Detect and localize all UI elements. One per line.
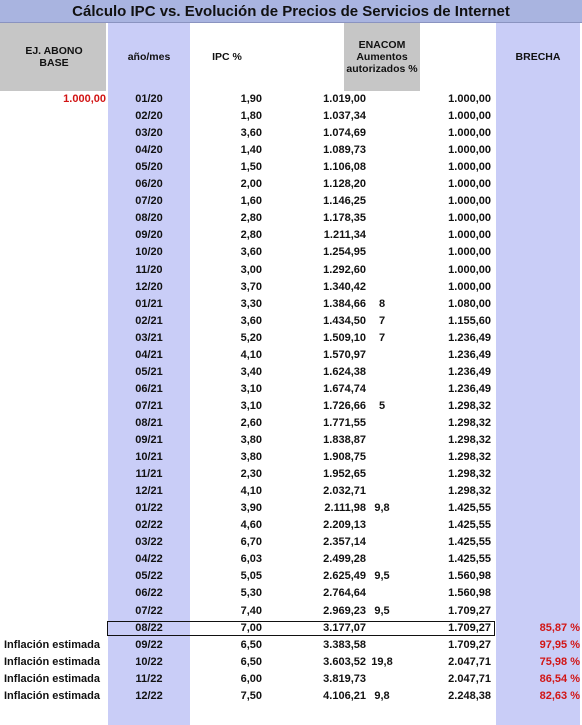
row-ipc: 4,10 — [240, 485, 262, 498]
row-authorized-value: 1.155,60 — [448, 314, 491, 327]
row-period: 03/20 — [135, 127, 163, 140]
row-label — [4, 313, 108, 330]
row-authorized-value: 1.425,55 — [448, 536, 491, 549]
row-ipc: 2,60 — [240, 416, 262, 429]
row-ipc-value: 4.106,21 — [323, 689, 366, 702]
row-enacom: 19,8 — [371, 655, 393, 668]
row-ipc-value: 2.209,13 — [323, 519, 366, 532]
row-ipc: 3,40 — [240, 365, 262, 378]
row-ipc: 3,90 — [240, 502, 262, 515]
table-row — [0, 279, 582, 296]
row-enacom — [344, 159, 420, 176]
row-brecha — [496, 193, 580, 210]
row-ipc: 2,80 — [240, 212, 262, 225]
row-period: 10/21 — [135, 451, 163, 464]
row-ipc-value: 2.969,23 — [323, 604, 366, 617]
row-brecha — [496, 585, 580, 602]
row-brecha — [496, 449, 580, 466]
row-ipc: 3,80 — [240, 434, 262, 446]
row-enacom — [344, 125, 420, 142]
row-label — [4, 585, 108, 602]
row-label — [4, 227, 108, 244]
row-brecha — [496, 347, 580, 364]
row-brecha — [496, 500, 580, 517]
row-brecha — [496, 210, 580, 227]
row-label — [4, 176, 108, 193]
row-period: 04/20 — [135, 144, 163, 157]
row-ipc: 3,30 — [240, 297, 262, 310]
row-period: 07/21 — [135, 399, 163, 412]
row-brecha — [496, 142, 580, 159]
table-row — [0, 415, 582, 432]
row-label — [4, 449, 108, 466]
row-ipc: 6,70 — [240, 536, 262, 549]
row-ipc: 2,30 — [240, 468, 262, 481]
row-label — [4, 193, 108, 210]
row-enacom — [344, 551, 420, 568]
row-brecha — [496, 244, 580, 261]
row-enacom — [344, 108, 420, 125]
table-row — [0, 330, 582, 347]
row-authorized-value: 1.000,00 — [448, 144, 491, 157]
row-brecha: 82,63 % — [539, 689, 580, 702]
row-label — [4, 262, 108, 279]
row-authorized-value: 2.047,71 — [448, 672, 491, 685]
row-period: 08/22 — [135, 621, 163, 634]
row-authorized-value: 1.560,98 — [448, 570, 491, 583]
row-period: 04/21 — [135, 348, 163, 361]
row-ipc-value: 3.819,73 — [323, 672, 366, 685]
row-brecha — [496, 534, 580, 551]
row-brecha — [496, 364, 580, 381]
row-ipc-value: 2.764,64 — [323, 587, 366, 600]
row-brecha: 75,98 % — [539, 655, 580, 668]
row-ipc-value: 1.106,08 — [323, 161, 366, 174]
table-row — [0, 603, 582, 620]
table-row — [0, 313, 582, 330]
table-row — [0, 142, 582, 159]
row-label — [4, 568, 108, 585]
row-period: 05/20 — [135, 161, 163, 174]
header-period: año/mes — [127, 51, 171, 63]
row-period: 02/20 — [135, 110, 163, 123]
row-ipc: 3,60 — [240, 314, 262, 327]
row-period: 11/20 — [135, 263, 163, 276]
row-period: 06/22 — [135, 587, 163, 600]
row-enacom — [344, 534, 420, 551]
row-ipc-value: 2.625,49 — [323, 570, 366, 583]
row-brecha — [496, 176, 580, 193]
row-enacom — [344, 381, 420, 398]
row-label — [4, 517, 108, 534]
row-ipc: 3,10 — [240, 399, 262, 412]
row-label — [4, 330, 108, 347]
table-row — [0, 449, 582, 466]
row-authorized-value: 1.000,00 — [448, 161, 491, 174]
row-brecha — [496, 91, 580, 108]
row-label — [4, 466, 108, 483]
row-ipc-value: 2.032,71 — [323, 485, 366, 498]
row-ipc: 6,03 — [240, 553, 262, 566]
row-period: 01/21 — [135, 297, 163, 310]
row-label: Inflación estimada — [4, 689, 100, 702]
table-row — [0, 398, 582, 415]
row-brecha: 86,54 % — [539, 672, 580, 685]
row-brecha — [496, 466, 580, 483]
row-ipc-value: 1.838,87 — [323, 434, 366, 446]
table-row — [0, 534, 582, 551]
row-enacom — [344, 671, 420, 688]
row-ipc-value: 1.726,66 — [323, 399, 366, 412]
table-row — [0, 159, 582, 176]
row-ipc-value: 2.357,14 — [323, 536, 366, 549]
row-brecha — [496, 603, 580, 620]
row-period: 02/22 — [135, 519, 163, 532]
row-authorized-value: 1.000,00 — [448, 127, 491, 140]
row-authorized-value: 2.047,71 — [448, 655, 491, 668]
table-row — [0, 176, 582, 193]
row-period: 01/22 — [135, 502, 163, 515]
row-ipc: 4,60 — [240, 519, 262, 532]
row-label — [4, 398, 108, 415]
row-brecha — [496, 330, 580, 347]
row-label — [4, 534, 108, 551]
row-ipc-value: 1.509,10 — [323, 331, 366, 344]
row-label — [4, 142, 108, 159]
row-brecha — [496, 125, 580, 142]
row-brecha — [496, 398, 580, 415]
table-row — [0, 620, 582, 637]
table-row — [0, 244, 582, 261]
row-ipc: 1,60 — [240, 195, 262, 208]
row-enacom — [344, 193, 420, 210]
row-period: 08/20 — [135, 212, 163, 225]
row-ipc-value: 2.111,98 — [324, 502, 366, 515]
row-ipc-value: 1.771,55 — [323, 416, 366, 429]
row-authorized-value: 1.298,32 — [448, 468, 491, 481]
row-enacom: 9,8 — [374, 502, 390, 515]
table-row — [0, 432, 582, 449]
row-authorized-value: 1.298,32 — [448, 416, 491, 429]
row-enacom: 7 — [378, 331, 386, 344]
table-row — [0, 262, 582, 279]
row-period: 10/20 — [135, 246, 163, 259]
row-period: 12/22 — [135, 689, 163, 702]
table-row — [0, 193, 582, 210]
row-ipc-value: 1.570,97 — [323, 348, 366, 361]
table-row — [0, 125, 582, 142]
row-brecha — [496, 108, 580, 125]
row-period: 12/21 — [135, 485, 163, 498]
row-label — [4, 279, 108, 296]
row-label — [4, 415, 108, 432]
table-row — [0, 688, 582, 705]
row-enacom — [344, 585, 420, 602]
row-label — [4, 500, 108, 517]
row-period: 02/21 — [135, 314, 163, 327]
table-row — [0, 227, 582, 244]
row-period: 03/21 — [135, 331, 163, 344]
row-ipc: 3,80 — [240, 451, 262, 464]
row-ipc: 5,30 — [240, 587, 262, 600]
row-ipc-value: 1.089,73 — [323, 144, 366, 157]
row-label — [4, 125, 108, 142]
row-enacom — [344, 449, 420, 466]
row-label — [4, 432, 108, 449]
row-brecha — [496, 381, 580, 398]
row-enacom — [344, 483, 420, 500]
row-authorized-value: 1.236,49 — [448, 365, 491, 378]
row-ipc: 3,00 — [240, 263, 262, 276]
row-ipc: 3,60 — [240, 246, 262, 259]
row-brecha — [496, 313, 580, 330]
row-ipc: 6,50 — [240, 655, 262, 668]
row-period: 11/22 — [135, 672, 163, 685]
row-ipc: 3,10 — [240, 382, 262, 395]
row-label — [4, 296, 108, 313]
row-authorized-value: 1.080,00 — [448, 297, 491, 310]
row-authorized-value: 1.000,00 — [448, 110, 491, 123]
row-enacom — [344, 262, 420, 279]
row-brecha — [496, 568, 580, 585]
table-row — [0, 568, 582, 585]
row-period: 06/20 — [135, 178, 163, 191]
row-enacom: 9,8 — [374, 689, 390, 702]
row-period: 10/22 — [135, 655, 163, 668]
row-authorized-value: 1.000,00 — [448, 212, 491, 225]
table-row — [0, 347, 582, 364]
row-brecha — [496, 551, 580, 568]
row-ipc: 5,05 — [240, 570, 262, 583]
row-ipc-value: 1.674,74 — [323, 382, 366, 395]
row-label — [4, 108, 108, 125]
row-label — [4, 551, 108, 568]
row-ipc-value: 1.254,95 — [323, 246, 366, 259]
row-ipc: 7,50 — [240, 689, 262, 702]
row-enacom — [344, 364, 420, 381]
row-brecha — [496, 279, 580, 296]
row-authorized-value: 1.000,00 — [448, 195, 491, 208]
row-authorized-value: 2.248,38 — [448, 689, 491, 702]
header-enacom: ENACOM Aumentos autorizados % — [346, 39, 418, 75]
row-ipc-value: 1.292,60 — [323, 263, 366, 276]
row-ipc: 5,20 — [240, 331, 262, 344]
row-brecha — [496, 415, 580, 432]
table-row — [0, 671, 582, 688]
row-ipc: 1,80 — [240, 110, 262, 123]
row-period: 09/22 — [135, 638, 163, 651]
row-brecha — [496, 296, 580, 313]
row-ipc-value: 1.178,35 — [323, 212, 366, 225]
row-brecha: 85,87 % — [539, 621, 580, 634]
row-ipc-value: 1.952,65 — [323, 468, 366, 481]
row-enacom: 8 — [378, 297, 386, 310]
row-enacom — [344, 347, 420, 364]
row-authorized-value: 1.000,00 — [448, 178, 491, 191]
row-ipc-value: 1.146,25 — [323, 195, 366, 208]
row-authorized-value: 1.709,27 — [448, 604, 491, 617]
row-ipc-value: 1.624,38 — [323, 365, 366, 378]
row-enacom — [344, 517, 420, 534]
row-authorized-value: 1.000,00 — [448, 246, 491, 259]
row-label — [4, 159, 108, 176]
row-ipc: 1,40 — [240, 144, 262, 157]
row-brecha — [496, 227, 580, 244]
row-brecha — [496, 483, 580, 500]
row-authorized-value: 1.709,27 — [448, 621, 491, 634]
table-row — [0, 210, 582, 227]
table-row — [0, 585, 582, 602]
row-ipc: 1,50 — [240, 161, 262, 174]
row-period: 06/21 — [135, 382, 163, 395]
table-row — [0, 551, 582, 568]
row-authorized-value: 1.425,55 — [448, 553, 491, 566]
table-row — [0, 654, 582, 671]
row-authorized-value: 1.236,49 — [448, 382, 491, 395]
row-label: Inflación estimada — [4, 672, 100, 685]
row-ipc: 2,00 — [240, 178, 262, 191]
table-row — [0, 500, 582, 517]
row-enacom — [344, 176, 420, 193]
row-enacom — [344, 432, 420, 449]
row-ipc: 6,50 — [240, 638, 262, 651]
row-label — [4, 244, 108, 261]
row-period: 03/22 — [135, 536, 163, 549]
row-brecha — [496, 159, 580, 176]
row-label: Inflación estimada — [4, 655, 100, 668]
header-ipc: IPC % — [212, 51, 242, 63]
row-ipc-value: 1.019,00 — [323, 93, 366, 105]
table-row — [0, 364, 582, 381]
row-period: 04/22 — [135, 553, 163, 566]
row-period: 05/22 — [135, 570, 163, 583]
row-authorized-value: 1.236,49 — [448, 348, 491, 361]
row-brecha: 97,95 % — [539, 638, 580, 651]
row-enacom — [344, 210, 420, 227]
table-row — [0, 381, 582, 398]
row-label: Inflación estimada — [4, 638, 100, 651]
header-brecha: BRECHA — [515, 51, 561, 63]
row-authorized-value: 1.425,55 — [448, 519, 491, 532]
row-ipc-value: 1.340,42 — [323, 280, 366, 293]
row-ipc-value: 1.128,20 — [323, 178, 366, 191]
row-enacom — [344, 91, 420, 108]
row-authorized-value: 1.298,32 — [448, 434, 491, 446]
row-label — [4, 91, 108, 108]
row-period: 07/20 — [135, 195, 163, 208]
row-ipc-value: 1.908,75 — [323, 451, 366, 464]
row-authorized-value: 1.298,32 — [448, 485, 491, 498]
current-month-highlight — [107, 621, 495, 636]
row-authorized-value: 1.709,27 — [448, 638, 491, 651]
table-row — [0, 108, 582, 125]
row-ipc-value: 2.499,28 — [323, 553, 366, 566]
row-authorized-value: 1.298,32 — [448, 451, 491, 464]
table-row — [0, 91, 582, 108]
row-authorized-value: 1.298,32 — [448, 399, 491, 412]
row-brecha — [496, 517, 580, 534]
row-ipc: 1,90 — [240, 93, 262, 105]
table-row — [0, 517, 582, 534]
row-ipc-value: 3.603,52 — [323, 655, 366, 668]
row-authorized-value: 1.425,55 — [448, 502, 491, 515]
row-ipc-value: 1.037,34 — [323, 110, 366, 123]
row-label — [4, 347, 108, 364]
row-ipc-value: 3.383,58 — [323, 638, 366, 651]
row-ipc: 7,40 — [240, 604, 262, 617]
row-ipc-value: 3.177,07 — [323, 621, 366, 634]
row-enacom: 5 — [378, 399, 386, 412]
row-ipc: 2,80 — [240, 229, 262, 242]
row-ipc-value: 1.211,34 — [323, 229, 366, 242]
row-period: 07/22 — [135, 604, 163, 617]
sheet-title: Cálculo IPC vs. Evolución de Precios de Servicios de Internet — [0, 0, 582, 23]
row-label — [4, 210, 108, 227]
row-ipc-value: 1.074,69 — [323, 127, 366, 140]
row-enacom: 9,5 — [374, 604, 390, 617]
row-authorized-value: 1.000,00 — [448, 280, 491, 293]
row-authorized-value: 1.560,98 — [448, 587, 491, 600]
row-ipc: 3,70 — [240, 280, 262, 293]
row-period: 09/20 — [135, 229, 163, 242]
row-period: 05/21 — [135, 365, 163, 378]
table-row — [0, 483, 582, 500]
base-value: 1.000,00 — [63, 93, 106, 105]
row-period: 09/21 — [135, 434, 163, 446]
row-label — [4, 483, 108, 500]
header-base: EJ. ABONO BASE — [25, 45, 83, 69]
row-ipc: 4,10 — [240, 348, 262, 361]
row-label — [4, 381, 108, 398]
row-brecha — [496, 432, 580, 449]
row-authorized-value: 1.000,00 — [448, 93, 491, 105]
row-authorized-value: 1.000,00 — [448, 229, 491, 242]
table-row — [0, 466, 582, 483]
row-label — [4, 364, 108, 381]
row-enacom — [344, 415, 420, 432]
row-enacom — [344, 227, 420, 244]
row-ipc-value: 1.384,66 — [323, 297, 366, 310]
row-ipc: 6,00 — [240, 672, 262, 685]
table-row — [0, 637, 582, 654]
row-enacom — [344, 466, 420, 483]
row-ipc-value: 1.434,50 — [323, 314, 366, 327]
row-period: 08/21 — [135, 416, 163, 429]
row-period: 12/20 — [135, 280, 163, 293]
row-period: 11/21 — [135, 468, 163, 481]
row-enacom — [344, 279, 420, 296]
row-ipc: 7,00 — [240, 621, 262, 634]
row-label — [4, 620, 108, 637]
row-label — [4, 603, 108, 620]
table-row — [0, 296, 582, 313]
row-ipc: 3,60 — [240, 127, 262, 140]
row-enacom — [344, 142, 420, 159]
row-enacom — [344, 244, 420, 261]
row-enacom: 7 — [378, 314, 386, 327]
row-period: 01/20 — [135, 93, 163, 105]
row-brecha — [496, 262, 580, 279]
row-enacom — [344, 637, 420, 654]
row-authorized-value: 1.000,00 — [448, 263, 491, 276]
row-authorized-value: 1.236,49 — [448, 331, 491, 344]
row-enacom: 9,5 — [374, 570, 390, 583]
